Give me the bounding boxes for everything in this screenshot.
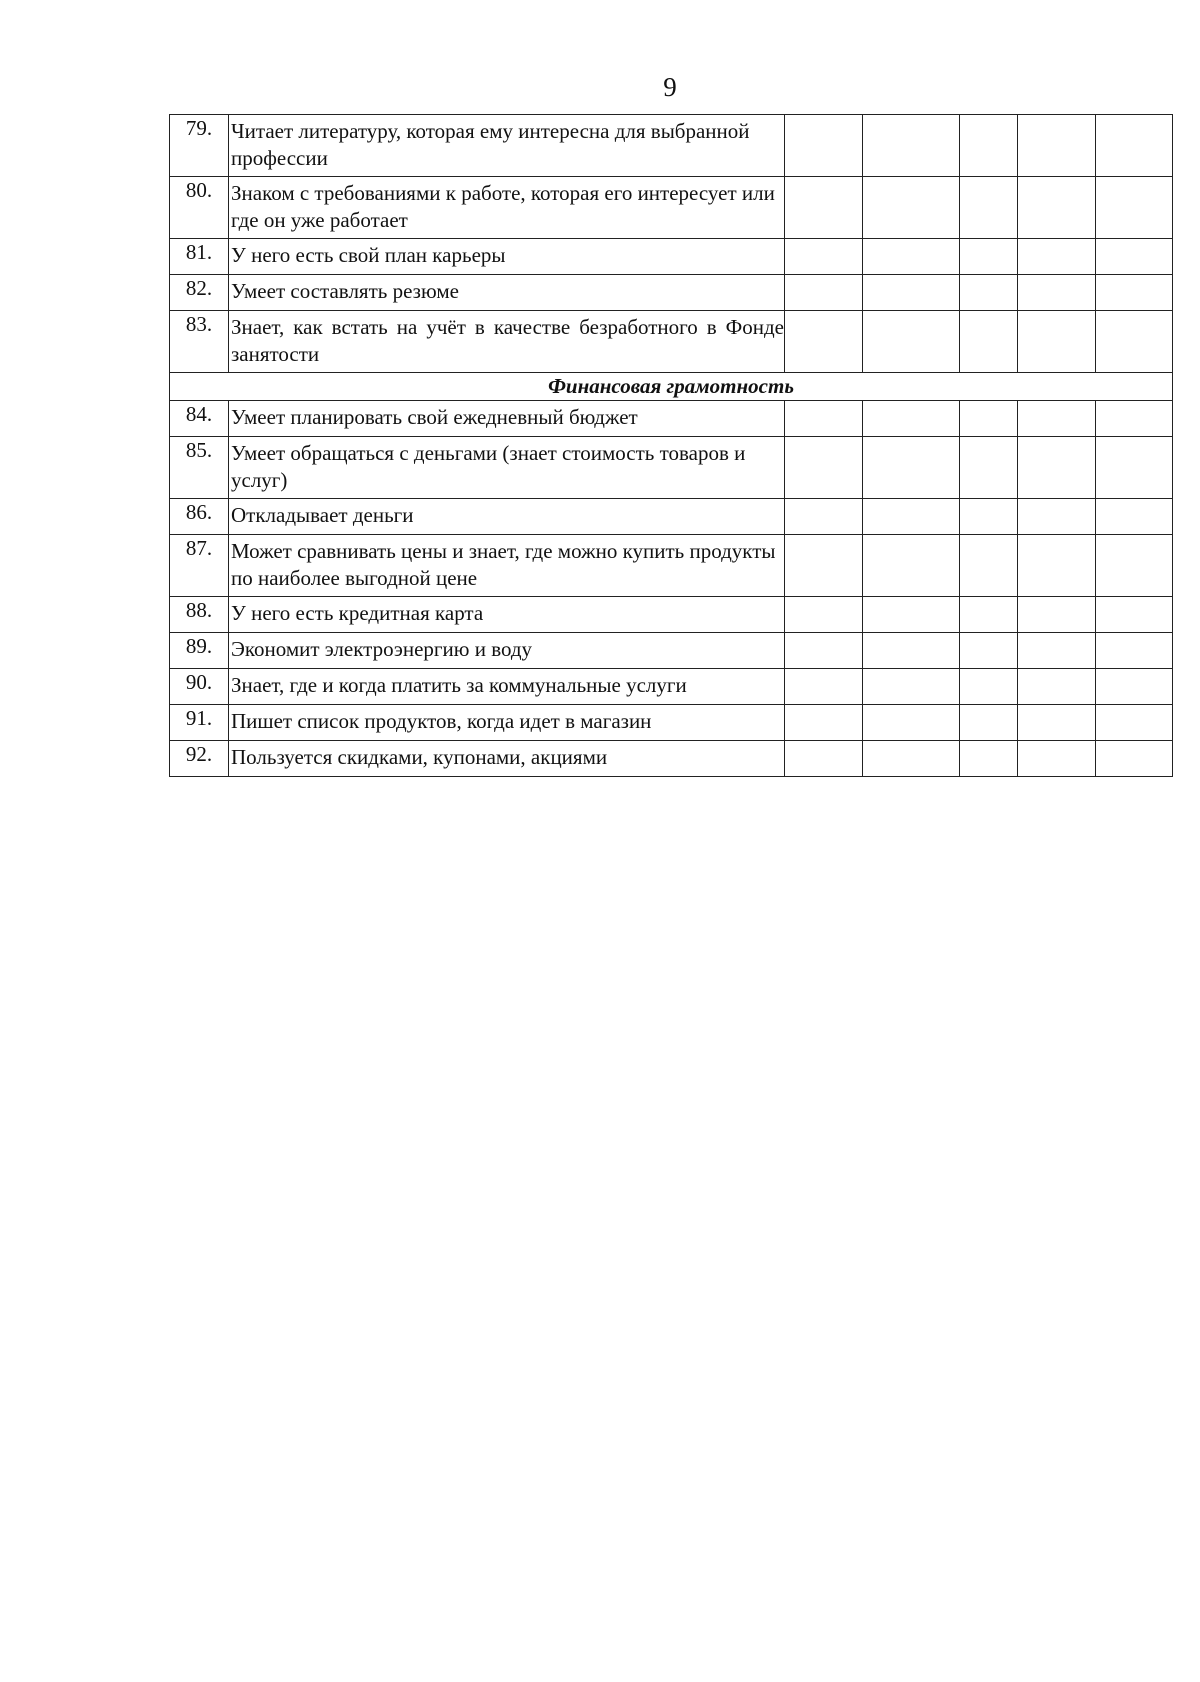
mark-cell[interactable] [863,597,960,633]
mark-cell[interactable] [960,669,1018,705]
row-number: 90. [170,669,229,705]
mark-cell[interactable] [1096,437,1173,499]
mark-cell[interactable] [863,239,960,275]
row-number: 87. [170,535,229,597]
mark-cell[interactable] [863,311,960,373]
row-text: Откладывает деньги [229,499,785,535]
mark-cell[interactable] [1096,115,1173,177]
mark-cell[interactable] [1096,275,1173,311]
mark-cell[interactable] [960,705,1018,741]
mark-cell[interactable] [863,115,960,177]
mark-cell[interactable] [960,275,1018,311]
mark-cell[interactable] [863,705,960,741]
mark-cell[interactable] [785,705,863,741]
page-number: 9 [663,72,677,102]
mark-cell[interactable] [863,499,960,535]
mark-cell[interactable] [960,177,1018,239]
mark-cell[interactable] [863,535,960,597]
row-text: Знает, где и когда платить за коммунальные услуги [229,669,785,705]
row-text: Экономит электроэнергию и воду [229,633,785,669]
row-number: 92. [170,741,229,777]
table-row [170,437,1173,499]
mark-cell[interactable] [1018,741,1096,777]
mark-cell[interactable] [785,311,863,373]
table-row [170,741,1173,777]
mark-cell[interactable] [785,535,863,597]
row-number: 80. [170,177,229,239]
mark-cell[interactable] [960,741,1018,777]
row-number: 79. [170,115,229,177]
row-text: Умеет планировать свой ежедневный бюджет [229,401,785,437]
mark-cell[interactable] [1018,633,1096,669]
row-number: 82. [170,275,229,311]
mark-cell[interactable] [1018,177,1096,239]
table-row [170,401,1173,437]
skills-assessment-table [169,114,1173,777]
mark-cell[interactable] [785,633,863,669]
mark-cell[interactable] [1018,669,1096,705]
row-number: 84. [170,401,229,437]
mark-cell[interactable] [1096,401,1173,437]
row-number: 85. [170,437,229,499]
mark-cell[interactable] [1096,741,1173,777]
mark-cell[interactable] [1018,239,1096,275]
mark-cell[interactable] [960,535,1018,597]
mark-cell[interactable] [785,177,863,239]
row-text: У него есть свой план карьеры [229,239,785,275]
table-row [170,311,1173,373]
mark-cell[interactable] [1018,311,1096,373]
row-text: Знаком с требованиями к работе, которая его интересует или где он уже работает [229,177,785,239]
mark-cell[interactable] [1018,115,1096,177]
row-text: У него есть кредитная карта [229,597,785,633]
mark-cell[interactable] [863,275,960,311]
mark-cell[interactable] [1096,705,1173,741]
row-number: 88. [170,597,229,633]
mark-cell[interactable] [863,401,960,437]
mark-cell[interactable] [785,669,863,705]
mark-cell[interactable] [960,239,1018,275]
mark-cell[interactable] [1018,597,1096,633]
mark-cell[interactable] [1096,633,1173,669]
mark-cell[interactable] [960,437,1018,499]
mark-cell[interactable] [785,499,863,535]
table-row [170,239,1173,275]
row-text: Может сравнивать цены и знает, где можно купить продукты по наиболее выгодной цене [229,535,785,597]
row-text: Умеет составлять резюме [229,275,785,311]
row-text: Пишет список продуктов, когда идет в магазин [229,705,785,741]
mark-cell[interactable] [785,239,863,275]
mark-cell[interactable] [1096,311,1173,373]
mark-cell[interactable] [960,311,1018,373]
row-text: Пользуется скидками, купонами, акциями [229,741,785,777]
mark-cell[interactable] [863,741,960,777]
mark-cell[interactable] [785,437,863,499]
mark-cell[interactable] [1096,239,1173,275]
table-row [170,669,1173,705]
row-number: 81. [170,239,229,275]
table-row [170,535,1173,597]
row-text: Знает, как встать на учёт в качестве безработного в Фонде занятости [229,311,785,373]
table-row [170,177,1173,239]
mark-cell[interactable] [1096,669,1173,705]
mark-cell[interactable] [1096,535,1173,597]
row-number: 86. [170,499,229,535]
mark-cell[interactable] [960,401,1018,437]
mark-cell[interactable] [1096,597,1173,633]
section-title: Финансовая грамотность [170,373,1173,401]
mark-cell[interactable] [863,177,960,239]
mark-cell[interactable] [1096,177,1173,239]
mark-cell[interactable] [863,633,960,669]
mark-cell[interactable] [785,275,863,311]
table-row [170,115,1173,177]
mark-cell[interactable] [1018,275,1096,311]
mark-cell[interactable] [960,115,1018,177]
mark-cell[interactable] [1096,499,1173,535]
row-number: 91. [170,705,229,741]
mark-cell[interactable] [1018,705,1096,741]
table-row [170,275,1173,311]
mark-cell[interactable] [785,597,863,633]
mark-cell[interactable] [785,401,863,437]
row-number: 89. [170,633,229,669]
mark-cell[interactable] [1018,499,1096,535]
table-row [170,597,1173,633]
row-number: 83. [170,311,229,373]
row-text: Читает литературу, которая ему интересна для выбранной профессии [229,115,785,177]
table-row [170,633,1173,669]
mark-cell[interactable] [785,741,863,777]
section-row [170,373,1173,401]
mark-cell[interactable] [863,437,960,499]
mark-cell[interactable] [960,633,1018,669]
mark-cell[interactable] [863,669,960,705]
mark-cell[interactable] [1018,401,1096,437]
mark-cell[interactable] [1018,535,1096,597]
table-row [170,705,1173,741]
mark-cell[interactable] [960,597,1018,633]
row-text: Умеет обращаться с деньгами (знает стоимость товаров и услуг) [229,437,785,499]
mark-cell[interactable] [785,115,863,177]
mark-cell[interactable] [960,499,1018,535]
table-row [170,499,1173,535]
mark-cell[interactable] [1018,437,1096,499]
